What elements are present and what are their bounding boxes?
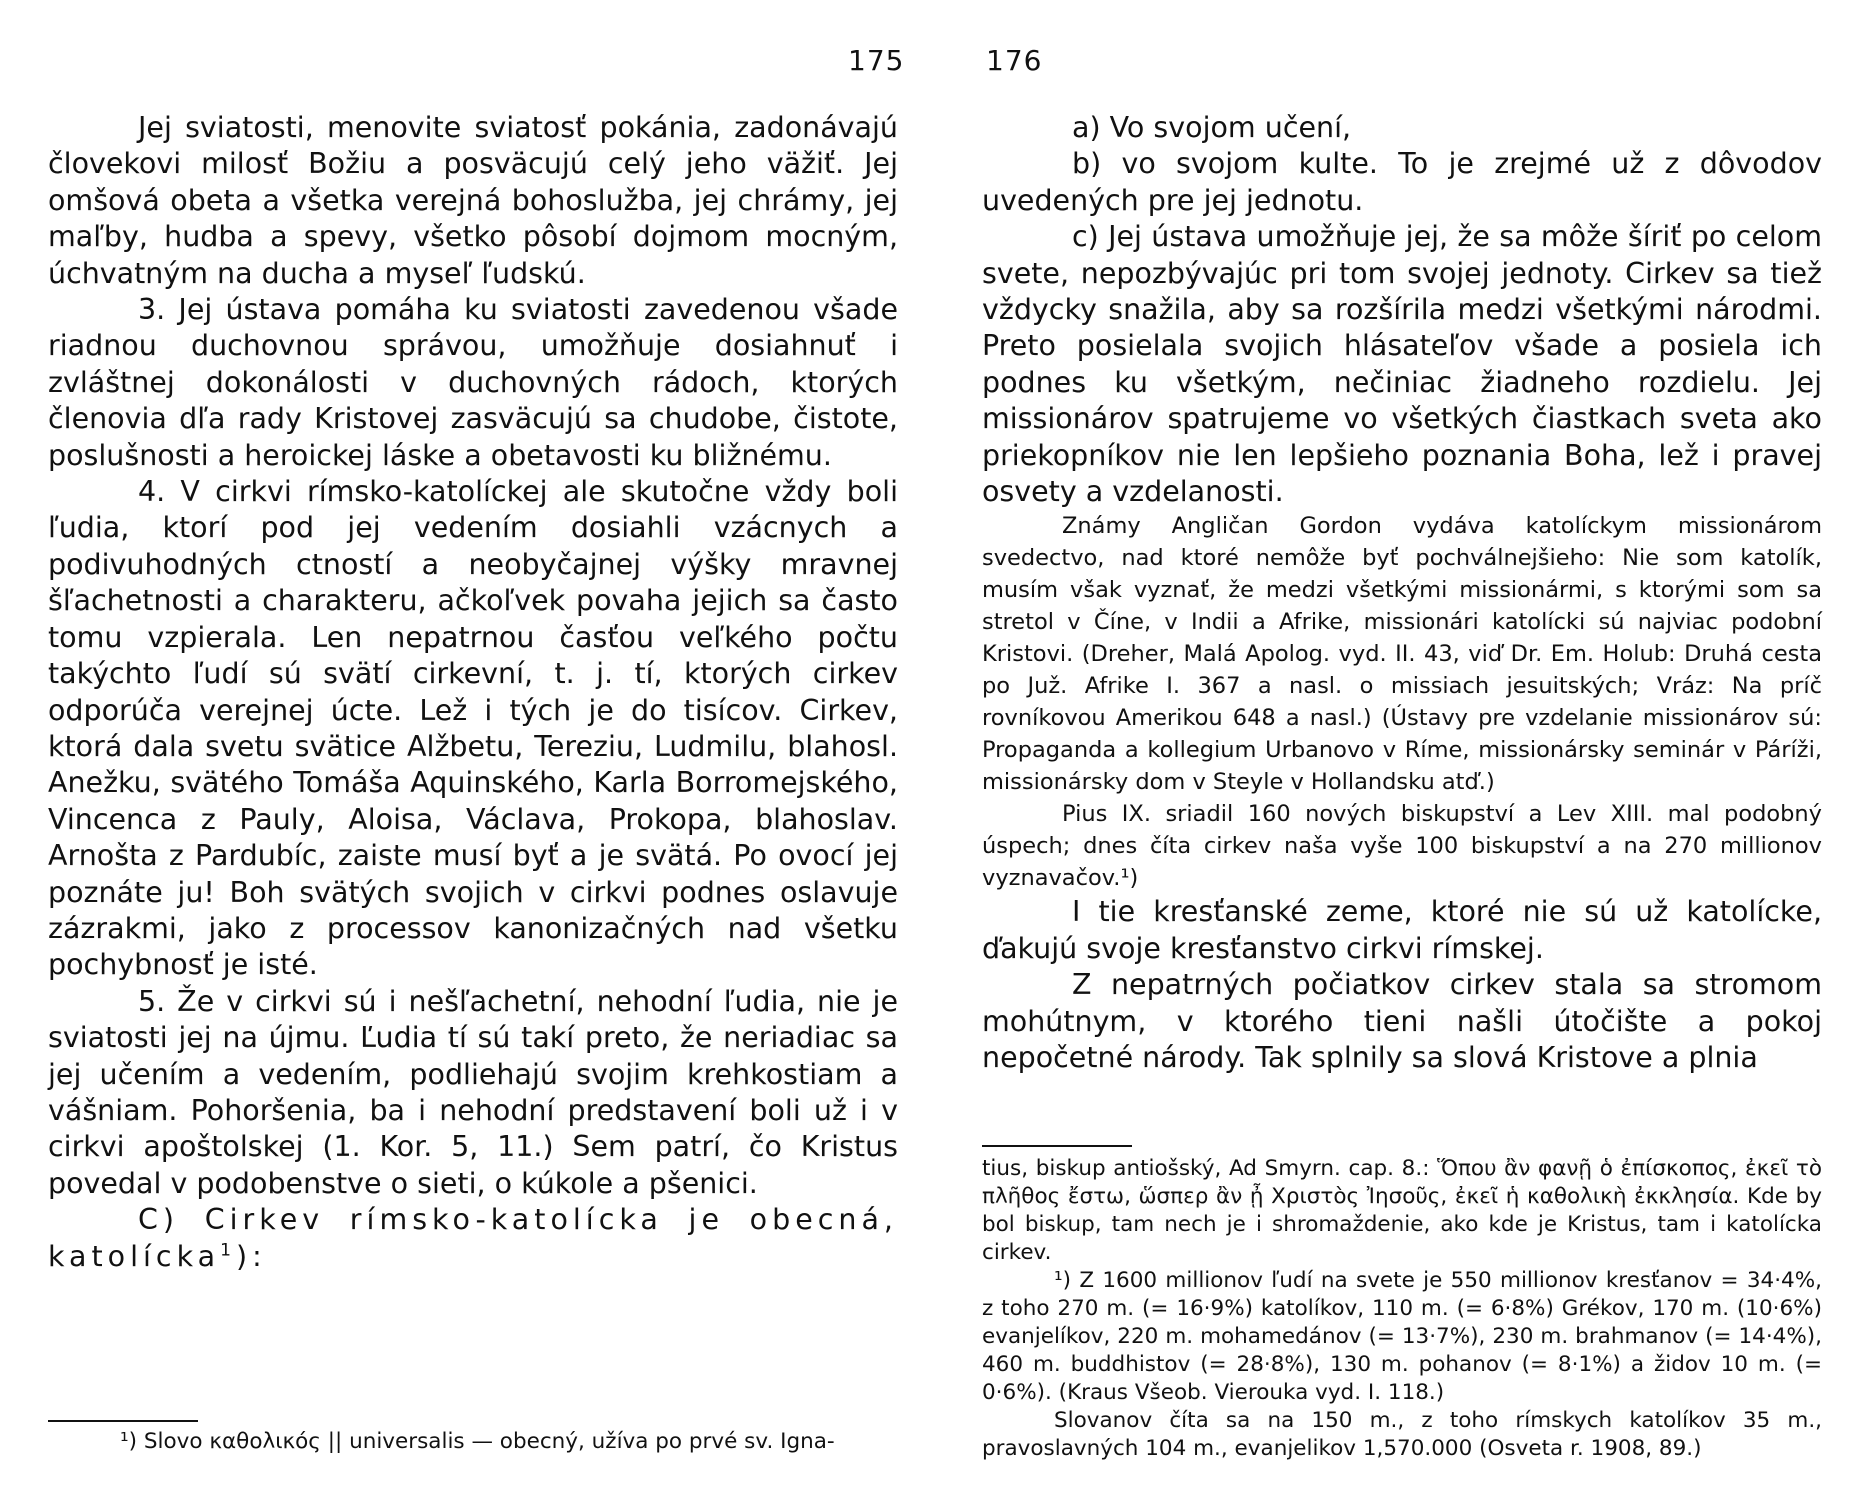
paragraph: 3. Jej ústava pomáha ku sviatosti zavedenou všade riadnou duchovnou správou, umožňuje dosiahnuť i zvláštnej dokonálosti v duchovných rádoch, ktorých členovia dľa rady Kristovej zasväcujú sa chudobe, čistote, poslušnosti a heroickej láske a obetavosti ku bližnému. [48, 293, 898, 472]
footnote: ¹) Slovo καθολικός || universalis — obecný, užíva po prvé sv. Igna- [120, 1429, 835, 1454]
list-item: b) vo svojom kulte. To je zrejmé už z dôvodov uvedených pre jej jednotu. [982, 147, 1822, 217]
small-paragraph: Známy Angličan Gordon vydáva katolíckym missionárom svedectvo, nad ktoré nemôže byť pochválnejšieho: Nie som katolík, musím však vyznať, že medzi všetkými missionármi, s ktorými som sa stretol v Číne, v Indii a Afrike, missionári katolícki sú najviac podobní Kristovi. (Dreher, Malá Apolog. vyd. II. 43, viď Dr. Em. Holub: Druhá cesta po Juž. Afrike I. 367 a nasl. o missiach jesuitských; Vráz: Na príč rovníkovou Amerikou 648 a nasl.) (Ústavy pre vzdelanie missionárov sú: Propaganda a kollegium Urbanovo v Ríme, missionársky seminár v Páríži, missionársky dom v Steyle v Hollandsku atď.) [982, 513, 1822, 796]
footnote: tius, biskup antiošský, Ad Smyrn. cap. 8.: Ὅπου ἂν φανῇ ὁ ἐπίσκοπος, ἐκεῖ τὸ πλῆθος ἔστω, ὥσπερ ἂν ᾖ Χριστὸς Ἰησοῦς, ἐκεῖ ἡ καθολικὴ ἐκκλησία. Kde by bol biskup, tam nech je i shromaždenie, ako kde je Kristus, tam i katolícka cirkev. [982, 1156, 1822, 1265]
page-number: 176 [986, 44, 1043, 77]
list-item: a) Vo svojom učení, [1072, 111, 1352, 144]
section-heading [48, 1202, 898, 1275]
paragraph: I tie kresťanské zeme, ktoré nie sú už katolícke, ďakujú svoje kresťanstvo cirkvi rímskej. [982, 895, 1822, 965]
footnotes [48, 1428, 898, 1456]
footnote: ¹) Z 1600 millionov ľudí na svete je 550 millionov kresťanov = 34·4%, z toho 270 m. (= 16·9%) katolíkov, 110 m. (= 6·8%) Grékov, 170 m. (10·6%) evanjelíkov, 220 m. mohamedánov (= 13·7%), 230 m. brahmanov (= 14·4%), 460 m. buddhistov (= 28·8%), 130 m. pohanov (= 8·1%) a židov 10 m. (= 0·6%). (Kraus Všeob. Vierouka vyd. I. 118.) [982, 1268, 1822, 1405]
section-heading-text: C) Cirkev rímsko-katolícka je obecná, katolícka [48, 1203, 898, 1273]
left-page [48, 0, 938, 1500]
footnote-rule [982, 1145, 1132, 1147]
paragraph: Z nepatrných počiatkov cirkev stala sa stromom mohútnym, v ktorého tieni našli útočište a pokoj nepočetné národy. Tak splnily sa slová Kristove a plnia [982, 968, 1822, 1075]
footnote-marker: 1 [220, 1240, 236, 1261]
small-paragraph: Pius IX. sriadil 160 nových biskupství a Lev XIII. mal podobný úspech; dnes číta cirkev naša vyše 100 biskupství a na 270 millionov vyznavačov.¹) [982, 801, 1822, 892]
paragraph: Jej sviatosti, menovite sviatosť pokánia, zadonávajú človekovi milosť Božiu a posväcujú celý jeho väžiť. Jej omšová obeta a všetka verejná bohoslužba, jej chrámy, jej maľby, hudba a spevy, všetko pôsobí dojmom mocným, úchvatným na ducha a myseľ ľudskú. [48, 111, 898, 290]
footnotes [982, 1155, 1822, 1463]
paragraph: 4. V cirkvi rímsko-katolíckej ale skutočne vždy boli ľudia, ktorí pod jej vedením dosiahli vzácnych a podivuhodných ctností a neobyčajnej výšky mravnej šľachetnosti a charakteru, ačkoľvek povaha jejich sa často tomu vzpierala. Len nepatrnou časťou veľkého počtu takýchto ľudí sú svätí cirkevní, t. j. tí, ktorých cirkev odporúča verejnej úcte. Lež i tých je do tisícov. Cirkev, ktorá dala svetu svätice Alžbetu, Tereziu, Ludmilu, blahosl. Anežku, svätého Tomáša Aquinského, Karla Borromejského, Vincenca z Pauly, Aloisa, Václava, Prokopa, blahoslav. Arnošta z Pardubíc, zaiste musí byť a je svätá. Po ovocí jej poznáte ju! Boh svätých svojich v cirkvi podnes oslavuje zázrakmi, jako z processov kanonizačných nad všetku pochybnosť je isté. [48, 475, 898, 982]
section-heading-end: ): [235, 1239, 267, 1273]
paragraph: 5. Že v cirkvi sú i nešľachetní, nehodní ľudia, nie je sviatosti jej na újmu. Ľudia tí sú takí preto, že neriadiac sa jej učením a vedením, podliehajú svojim krehkostiam a vášniam. Pohoršenia, ba i nehodní predstavení boli už i v cirkvi apoštolskej (1. Kor. 5, 11.) Sem patrí, čo Kristus povedal v podobenstve o sieti, o kúkole a pšenici. [48, 984, 898, 1200]
small-print [982, 510, 1822, 894]
page-number: 175 [848, 44, 905, 77]
footnote: Slovanov číta sa na 150 m., z toho rímskych katolíkov 35 m., pravoslavných 104 m., evanjelikov 1,570.000 (Osveta r. 1908, 89.) [982, 1408, 1822, 1461]
right-page [982, 0, 1872, 1500]
left-body-text [48, 110, 898, 1275]
list-item: c) Jej ústava umožňuje jej, že sa môže šíriť po celom svete, nepozbývajúc pri tom svojej jednoty. Cirkev sa tiež vždycky snažila, aby sa rozšírila medzi všetkými národmi. Preto posielala svojich hlásateľov všade a posiela ich podnes ku všetkým, nečiniac žiadneho rozdielu. Jej missionárov spatrujeme vo všetkých čiastkach sveta ako priekopníkov nie len lepšieho poznania Boha, lež i pravej osvety a vzdelanosti. [982, 220, 1822, 509]
right-body-text [982, 110, 1822, 1077]
footnote-rule [48, 1420, 198, 1422]
